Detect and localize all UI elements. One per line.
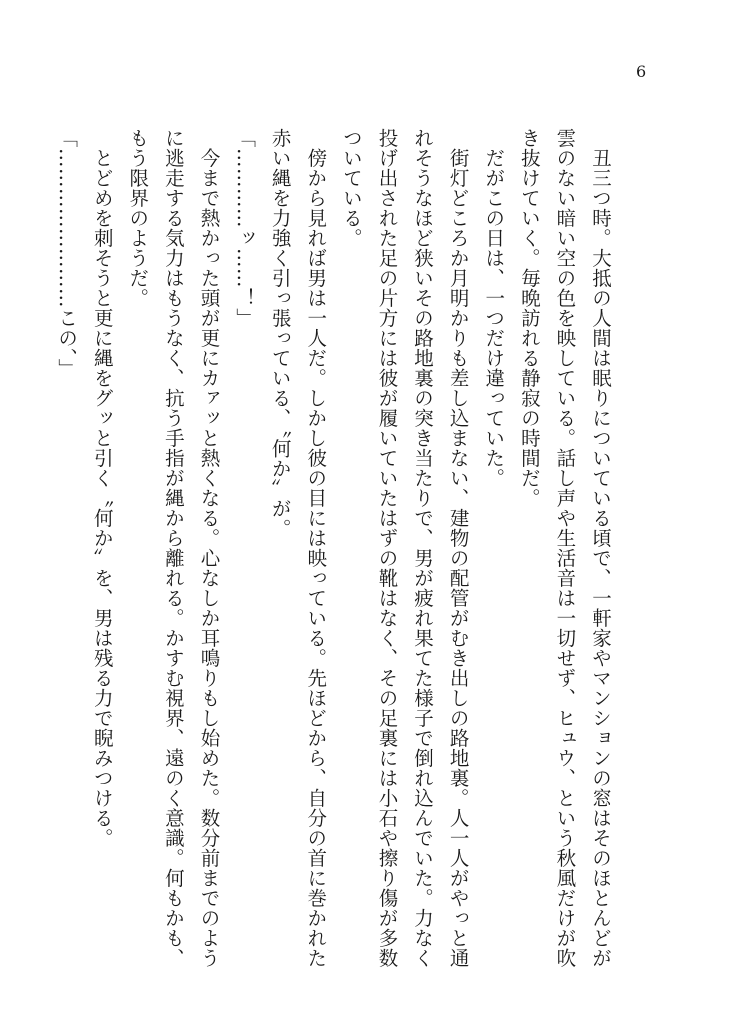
text-line: 投げ出された足の片方には彼が履いていたはずの靴はなく、その足裏には小石や擦り傷が多数 xyxy=(375,128,399,968)
text-line: 「…………ッ……！」 xyxy=(233,128,257,328)
text-line: 街灯どころか月明かりも差し込まない、建物の配管がむき出しの路地裏。人一人がやっと通 xyxy=(446,128,470,968)
page-number: 6 xyxy=(636,62,647,81)
text-line: 雲のない暗い空の色を映している。話し声や生活音は一切せず、ヒュウ、という秋風だけが吹 xyxy=(553,128,577,968)
text-line: 丑三つ時。大抵の人間は眠りについている頃で、一軒家やマンションの窓はそのほとんどが xyxy=(589,128,612,968)
text-line: き抜けていく。毎晩訪れる静寂の時間だ。 xyxy=(517,128,541,508)
text-line: に逃走する気力はもうなく、抗う手指が縄から離れる。かすむ視界、遠のく意識。何もかも、 xyxy=(161,128,185,968)
body-text xyxy=(49,128,619,968)
text-line: 今まで熱かった頭が更にカァッと熱くなる。心なしか耳鳴りもし始めた。数分前までのよう xyxy=(197,128,221,968)
text-line: 「……………………この、」 xyxy=(55,128,79,379)
text-line: れそうなほど狭いその路地裏の突き当たりで、男が疲れ果てた様子で倒れ込んでいた。力なく xyxy=(411,128,435,968)
text-line: もう限界のようだ。 xyxy=(126,128,150,308)
text-line: だがこの日は、一つだけ違っていた。 xyxy=(482,128,506,488)
text-line: とどめを刺そうと更に縄をグッと引く〝何か〟を、男は残る力で睨みつける。 xyxy=(90,128,114,848)
text-line: 赤い縄を力強く引っ張っている、〝何か〟が。 xyxy=(268,128,292,539)
text-line: 傍から見れば男は一人だ。しかし彼の目には映っている。先ほどから、自分の首に巻かれた xyxy=(304,128,328,968)
text-line: ついている。 xyxy=(339,128,363,248)
